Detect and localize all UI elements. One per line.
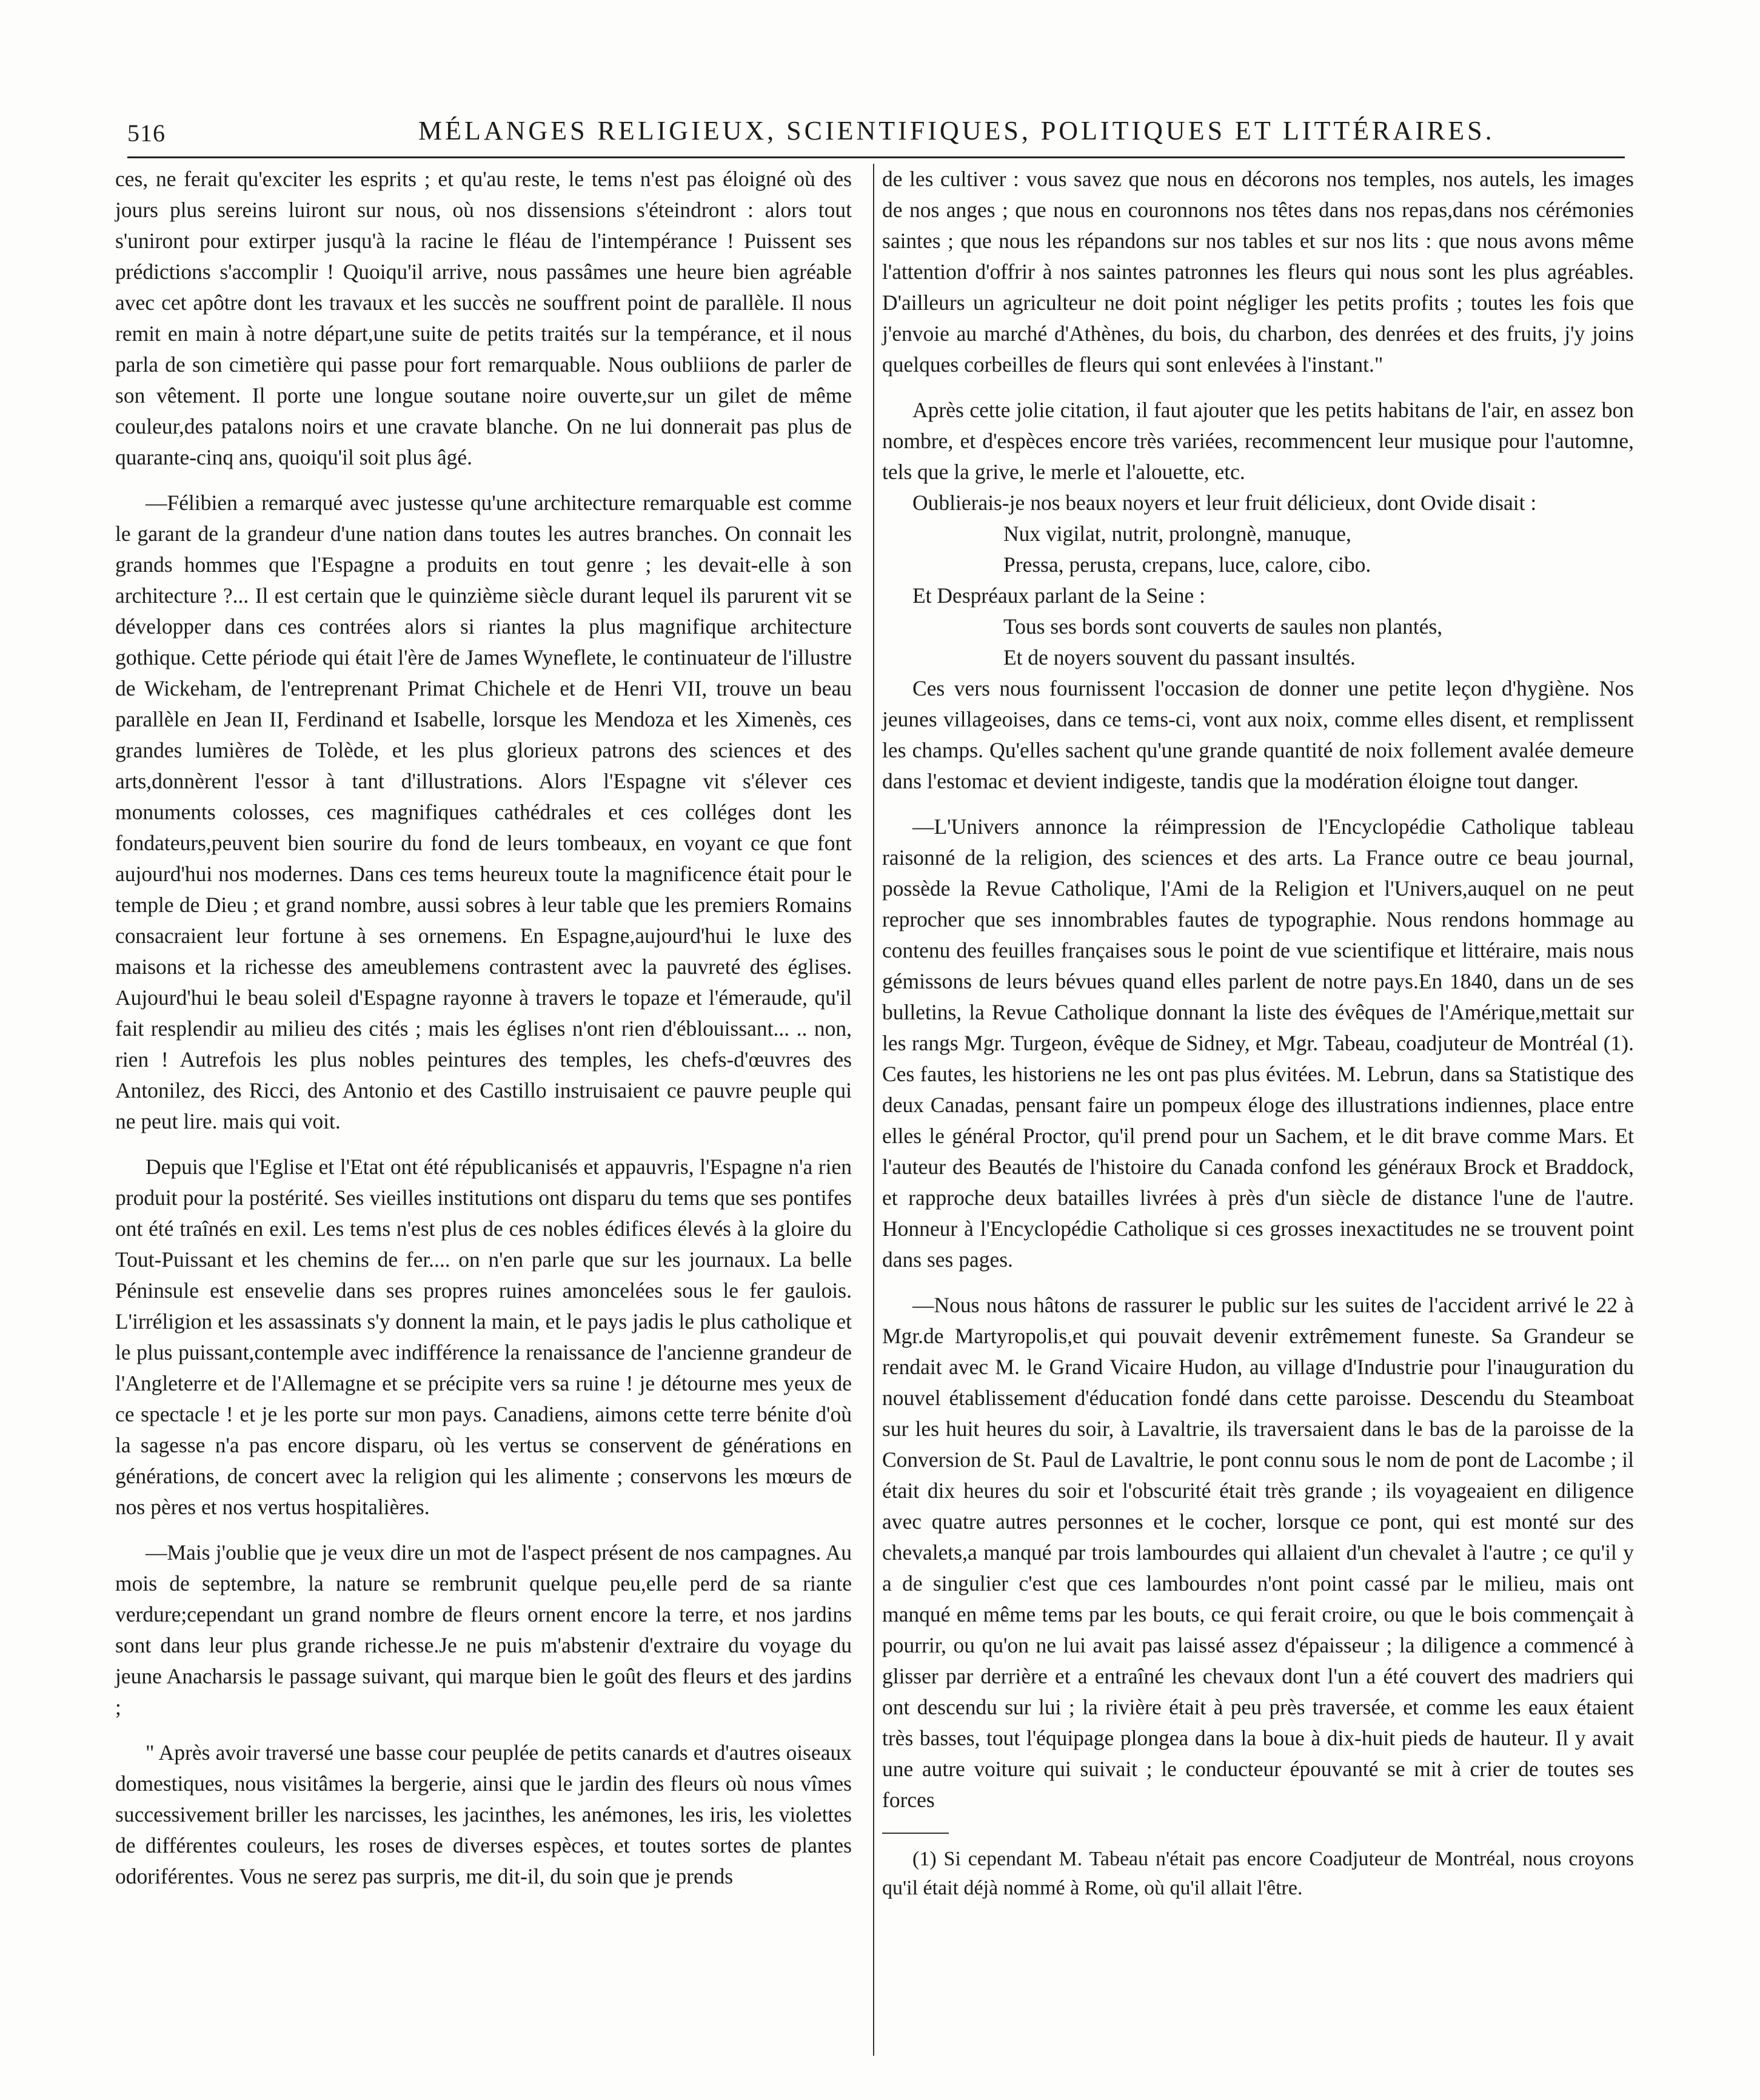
paragraph-birds: Après cette jolie citation, il faut ajouter que les petits habitans de l'air, en assez bon nombre, et d'espèces encore très variées, recommencent leur musique pour l'automne, tels que la grive, le merle et l'alouette, etc. — [882, 398, 1634, 484]
paragraph-spanish-architecture: —Félibien a remarqué avec justesse qu'une architecture remarquable est comme le garant de la grandeur d'une nation dans toutes les autres branches. On connait les grands hommes que l'Espagne a produits en tout genre ; les devait-elle à son architecture ?... Il est certain que le quinzième siècle durant lequel ils parurent vit se développer dans ces contrées alors si riantes la plus magnifique architecture gothique. Cette période qui était l'ère de James Wyneflete, le continuateur de l'illustre de Wickeham, de l'entreprenant Primat Chichele et de Henri VII, trouve un beau parallèle en Jean II, Ferdinand et Isabelle, lorsque les Mendoza et les Ximenès, ces grandes lumières de Tolède, et les plus glorieux patrons des sciences et des arts,donnèrent l'essor à tant d'illustrations. Alors l'Espagne vit s'élever ces monuments colosses, ces magnifiques cathédrales et ces colléges dont les fondateurs,peuvent bien sourire du fond de leurs tombeaux, en voyant ce que font aujourd'hui nos modernes. Dans ces tems heureux toute la magnificence était pour le temple de Dieu ; et grand nombre, aussi sobres à leur table que les premiers Romains consacraient leur fortune à ses ornemens. En Espagne,aujourd'hui le luxe des maisons et la richesse des ameublemens contrastent avec la pauvreté des églises. Aujourd'hui le beau soleil d'Espagne rayonne à travers le topaze et l'émeraude, qu'il fait resplendir au milieu des cités ; mais les églises n'ont rien d'éblouissant... .. non, rien ! Autrefois les plus nobles peintures des temples, les chefs-d'œuvres des Antonilez, des Ricci, des Antonio et des Castillo instruisaient ce pauvre peuple qui ne peut lire. mais qui voit. — [115, 491, 852, 1133]
left-column — [115, 164, 852, 1892]
verse-line: Et de noyers souvent du passant insultés. — [1003, 645, 1356, 669]
paragraph-anacharsis-quote: " Après avoir traversé une basse cour peuplée de petits canards et d'autres oiseaux domestiques, nous visitâmes la bergerie, ainsi que le jardin des fleurs où nous vîmes successivement briller les narcisses, les jacinthes, les anémones, les iris, les violettes de différentes couleurs, les roses de diverses espèces, et toutes sortes de plantes odoriférentes. Vous ne serez pas surpris, me dit-il, du soin que je prends — [115, 1740, 852, 1888]
paragraph-spain-decline: Depuis que l'Eglise et l'Etat ont été républicanisés et appauvris, l'Espagne n'a rien produit pour la postérité. Ses vieilles institutions ont disparu du tems que ses pontifes ont été traînés en exil. Les tems n'est plus de ces nobles édifices élevés à la gloire du Tout-Puissant et les chemins de fer.... on n'en parle que sur les journaux. La belle Péninsule est ensevelie dans ses propres ruines amoncelées sous le fer gaulois. L'irréligion et les assassinats s'y donnent la main, et le pays jadis le plus catholique et le plus puissant,contemple avec indifférence la renaissance de l'ancienne grandeur de l'Angleterre et de l'Allemagne et se précipite vers sa ruine ! je détourne mes yeux de ce spectacle ! et je les porte sur mon pays. Canadiens, aimons cette terre bénite d'où la sagesse n'a pas encore disparu, où les vertus se conservent de générations en générations, de concert avec la religion qui les alimente ; conservons les mœurs de nos pères et nos vertus hospitalières. — [115, 1155, 852, 1519]
footnote: (1) Si cependant M. Tabeau n'était pas encore Coadjuteur de Montréal, nous croyons qu'il était déjà nommé à Rome, où qu'il allait l'être. — [882, 1848, 1634, 1899]
verse-intro: Et Despréaux parlant de la Seine : — [912, 583, 1206, 608]
verse-line: Tous ses bords sont couverts de saules non plantés, — [1003, 614, 1443, 639]
page-header — [127, 113, 1495, 155]
paragraph-hygiene: Ces vers nous fournissent l'occasion de donner une petite leçon d'hygiène. Nos jeunes villageoises, dans ce tems-ci, vont aux noix, comme elles disent, et remplissent les champs. Qu'elles sachent qu'une grande quantité de noix follement avalée demeure dans l'estomac et devient indigeste, tandis que la modération éloigne tout danger. — [882, 676, 1634, 793]
page-number: 516 — [127, 119, 166, 147]
footnote-rule — [882, 1833, 949, 1834]
paragraph-temperance-apostle: ces, ne ferait qu'exciter les esprits ; et qu'au reste, le tems n'est pas éloigné où des jours plus sereins luiront sur nous, où nos dissensions s'éteindront : alors tout s'uniront pour extirper jusqu'à la racine le fléau de l'intempérance ! Puissent ses prédictions s'accomplir ! Quoiqu'il arrive, nous passâmes une heure bien agréable avec cet apôtre dont les travaux et les succès ne souffrent point de parallèle. Il nous remit en main à notre départ,une suite de petits traités sur la tempérance, et il nous parla de son cimetière qui passe pour fort remarquable. Nous oubliions de parler de son vêtement. Il porte une longue soutane noire ouverte,sur un gilet de même couleur,des patalons noirs et une cravate blanche. On ne lui donnerait pas plus de quarante-cinq ans, quoiqu'il soit plus âgé. — [115, 167, 852, 469]
header-rule — [127, 156, 1625, 158]
right-column — [882, 164, 1634, 1903]
verse-line: Pressa, perusta, crepans, luce, calore, cibo. — [1003, 552, 1371, 577]
paragraph-walnuts: Oublierais-je nos beaux noyers et leur fruit délicieux, dont Ovide disait : — [912, 491, 1537, 515]
paragraph-quote-continued: de les cultiver : vous savez que nous en décorons nos temples, nos autels, les images de nos anges ; que nous en couronnons nos têtes dans nos repas,dans nos cérémonies saintes ; que nous les répandons sur nos tables et sur nos lits : que nous avons même l'attention d'offrir à nos saintes patronnes les fleurs qui nous sont les plus agréables. D'ailleurs un agriculteur ne doit point négliger les petits profits ; toutes les fois que j'envoie au marché d'Athènes, du bois, du charbon, des denrées et des fruits, j'y joins quelques corbeilles de fleurs qui sont enlevées à l'instant." — [882, 167, 1634, 377]
verse-line: Nux vigilat, nutrit, prolongnè, manuque, — [1003, 522, 1351, 546]
paragraph-accident: —Nous nous hâtons de rassurer le public sur les suites de l'accident arrivé le 22 à Mgr.de Martyropolis,et qui pouvait devenir extrêmement funeste. Sa Grandeur se rendait avec M. le Grand Vicaire Hudon, au village d'Industrie pour l'inauguration du nouvel établissement d'éducation fondé dans cette paroisse. Descendu du Steamboat sur les huit heures du soir, à Lavaltrie, ils traversaient dans le bas de la paroisse de la Conversion de St. Paul de Lavaltrie, le pont connu sous le nom de pont de Lacombe ; il était dix heures du soir et l'obscurité était très grande ; ils voyageaient en diligence avec quatre autres personnes et le cocher, lorsque ce pont, qui est monté sur des chevalets,a manqué par trois lambourdes qui allaient d'un chevalet à l'autre ; ce qu'il y a de singulier c'est que ces lambourdes n'ont point cassé par le milieu, mais ont manqué en même tems par les bouts, ce qui ferait croire, ou que le bois commençait à pourrir, ou qu'on ne lui avait pas laissé assez d'épaisseur ; la diligence a commencé à glisser par derrière et a entraîné les chevaux dont l'un a été couvert des madriers qui ont descendu sur lui ; la rivière était à peu près traversée, et comme les eaux étaient très basses, tout l'équipage plongea dans la boue à dix-huit pieds de hauteur. Il y avait une autre voiture qui suivait ; le conducteur épouvanté se mit à crier de toutes ses forces — [882, 1293, 1634, 1812]
paragraph-countryside: —Mais j'oublie que je veux dire un mot de l'aspect présent de nos campagnes. Au mois de septembre, la nature se rembrunit quelque peu,elle perd de sa riante verdure;cependant un grand nombre de fleurs ornent encore la terre, et nos jardins sont dans leur plus grande richesse.Je ne puis m'abstenir d'extraire du voyage du jeune Anacharsis le passage suivant, qui marque bien le goût des fleurs et des jardins ; — [115, 1540, 852, 1719]
column-divider — [873, 164, 874, 2056]
running-title: MÉLANGES RELIGIEUX, SCIENTIFIQUES, POLITIQUES ET LITTÉRAIRES. — [418, 116, 1495, 146]
paragraph-univers: —L'Univers annonce la réimpression de l'Encyclopédie Catholique tableau raisonné de la religion, des sciences et des arts. La France outre ce beau journal, possède la Revue Catholique, l'Ami de la Religion et l'Univers,auquel on ne peut reprocher que ses innombrables fautes de typographie. Nous rendons hommage au contenu des feuilles françaises sous le point de vue scientifique et littéraire, mais nous gémissons de leurs bévues quand elles parlent de notre pays.En 1840, dans un de ses bulletins, la Revue Catholique donnant la liste des évêques de l'Amérique,mettait sur les rangs Mgr. Turgeon, évêque de Sidney, et Mgr. Tabeau, coadjuteur de Montréal (1). Ces fautes, les historiens ne les ont pas plus évitées. M. Lebrun, dans sa Statistique des deux Canadas, pensant faire un pompeux éloge des illustrations indiennes, place entre elles le général Proctor, qu'il prend pour un Sachem, et le dit brave comme Mars. Et l'auteur des Beautés de l'histoire du Canada confond les généraux Brock et Braddock, et rapproche deux batailles livrées à près d'un siècle de distance l'une de l'autre. Honneur à l'Encyclopédie Catholique si ces grosses inexactitudes ne se trouvent point dans ses pages. — [882, 814, 1634, 1272]
